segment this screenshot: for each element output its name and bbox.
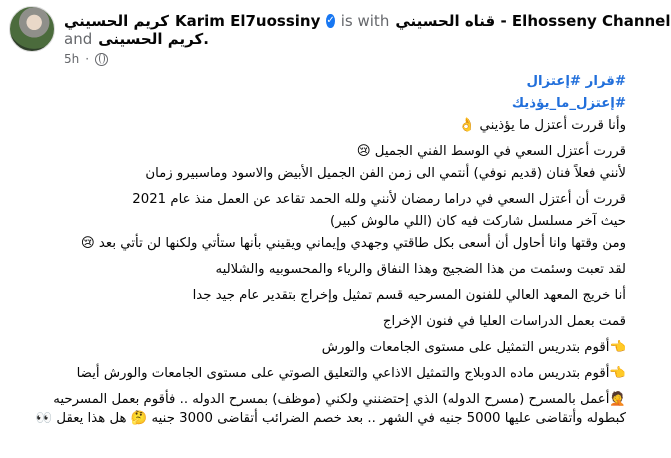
text-line: أنا خريج المعهد العالي للفنون المسرحيه قسم تمثيل وإخراج بتقدير عام جيد جدا <box>192 288 626 303</box>
post-content <box>16 72 626 431</box>
text-line: لأنني فعلاً فنان (قديم نوفي) أنتمي الى زمن الفن الجميل الأبيض والاسود وماسبيرو زمان <box>145 166 626 181</box>
text-line: 👈أقوم بتدريس ماده الدوبلاج والتمثيل الاذاعي والتعليق الصوتي على مستوى الجامعات والورش أيضا <box>76 366 626 381</box>
with-label: is with <box>340 12 390 30</box>
text-line: قمت بعمل الدراسات العليا في فنون الإخراج <box>382 314 626 329</box>
text-line: وأنا قررت أعتزل ما يؤذيني 👌 <box>458 118 626 133</box>
text-line: قررت أعتزل السعي في الوسط الفني الجميل 😢 <box>356 144 626 159</box>
tagged-person[interactable]: كريم الحسينى. <box>98 30 209 48</box>
author-avatar[interactable] <box>9 6 55 52</box>
text-line: 🤦أعمل بالمسرح (مسرح الدوله) الذي إحتضنني ولكني (موظف) بمسرح الدوله .. فأقوم بعمل المسرحيه كبطوله وأتقاضى عليها 5000 جنيه في الشهر .. بعد خصم الضرائب أتقاضى 3000 جنيه 🤔 هل هذا يعقل 👀 <box>35 392 626 426</box>
globe-icon <box>95 53 108 66</box>
text-line: ومن وقتها وانا أحاول أن أسعى بكل طاقتي وجهدي وإيماني ويقيني بأنها ستأتي ولكنها لن تأتي بعد 😢 <box>80 236 626 251</box>
tagged-page[interactable]: قناه الحسيني - Elhosseny Channel <box>395 12 671 30</box>
hashtag-line-1[interactable]: #قرار #إعتزال <box>526 74 626 89</box>
text-line: حيث آخر مسلسل شاركت فيه كان (اللي مالوش كبير) <box>330 214 626 229</box>
post-time[interactable]: 5h <box>64 52 80 66</box>
text-line: 👈أقوم بتدريس التمثيل على مستوى الجامعات والورش <box>321 340 626 355</box>
text-line: قررت أن أعتزل السعي في دراما رمضان لأنني ولله الحمد تقاعد عن العمل منذ عام 2021 <box>132 192 626 207</box>
separator-dot: · <box>85 52 90 66</box>
post-header <box>0 4 671 68</box>
post-meta <box>64 50 108 68</box>
author-line-2 <box>64 28 209 50</box>
verified-badge-icon: ✓ <box>326 15 335 26</box>
hashtag-line-2[interactable]: #إعتزل_ما_يؤذيك <box>511 96 626 111</box>
author-name-ar[interactable]: كريم الحسيني <box>64 12 169 30</box>
text-line: لقد تعبت وسئمت من هذا الضجيج وهذا النفاق والرياء والمحسوبيه والشلاليه <box>215 262 626 277</box>
and-label: and <box>64 30 93 48</box>
author-name[interactable]: Karim El7uossiny <box>174 12 321 30</box>
